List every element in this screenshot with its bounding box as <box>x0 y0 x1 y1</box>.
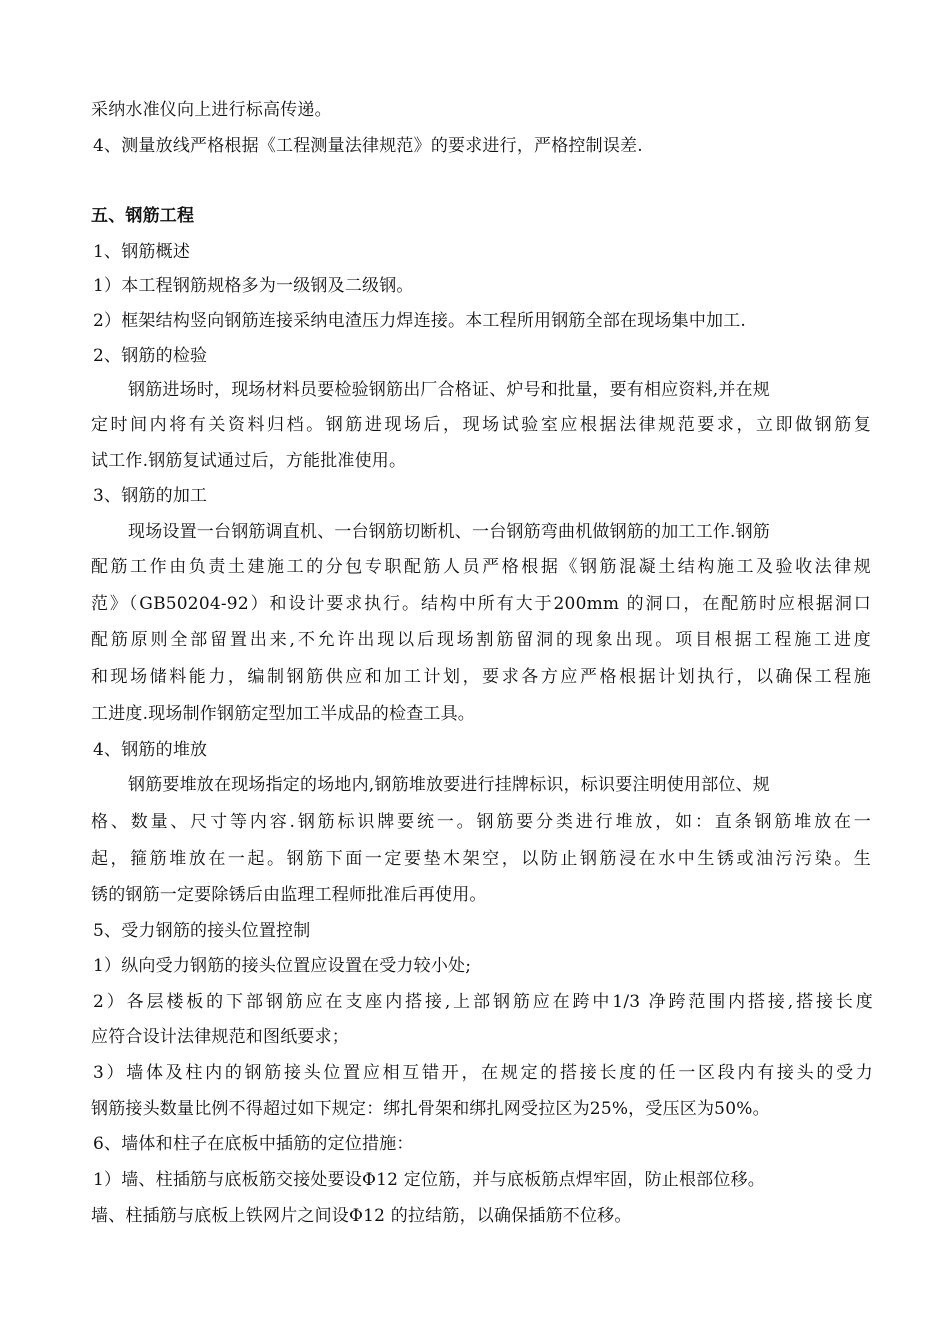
paragraph-line: 钢筋进场时，现场材料员要检验钢筋出厂合格证、炉号和批量，要有相应资料,并在规 <box>128 380 771 400</box>
subsection-heading: 6、墙体和柱子在底板中插筋的定位措施： <box>93 1134 414 1154</box>
paragraph-line: 和现场储料能力，编制钢筋供应和加工计划，要求各方应严格根据计划执行，以确保工程施 <box>91 667 871 687</box>
subsection-heading: 4、钢筋的堆放 <box>93 740 208 760</box>
paragraph-line: 钢筋要堆放在现场指定的场地内,钢筋堆放要进行挂牌标识，标识要注明使用部位、规 <box>128 775 771 795</box>
paragraph-line: 定时间内将有关资料归档。钢筋进现场后，现场试验室应根据法律规范要求，立即做钢筋复 <box>91 415 871 435</box>
paragraph-line: 锈的钢筋一定要除锈后由监理工程师批准后再使用。 <box>91 885 487 905</box>
subsection-heading: 2、钢筋的检验 <box>93 346 208 366</box>
subsection-heading: 5、受力钢筋的接头位置控制 <box>93 921 311 941</box>
text-line: 采纳水准仪向上进行标高传递。 <box>91 100 332 120</box>
paragraph-line: 钢筋接头数量比例不得超过如下规定：绑扎骨架和绑扎网受拉区为25%，受压区为50%。 <box>91 1099 770 1119</box>
paragraph-line: 墙、柱插筋与底板上铁网片之间设Φ12 的拉结筋，以确保插筋不位移。 <box>91 1206 632 1226</box>
list-item: 1）本工程钢筋规格多为一级钢及二级钢。 <box>93 276 414 296</box>
list-item: 2）框架结构竖向钢筋连接采纳电渣压力焊连接。本工程所用钢筋全部在现场集中加工. <box>93 311 747 331</box>
paragraph-line: 配筋原则全部留置出来,不允许出现以后现场割筋留洞的现象出现。项目根据工程施工进度 <box>91 630 871 650</box>
text-line: 4、测量放线严格根据《工程测量法律规范》的要求进行，严格控制误差. <box>93 136 643 156</box>
list-item: 1）墙、柱插筋与底板筋交接处要设Φ12 定位筋，并与底板筋点焊牢固，防止根部位移。 <box>93 1170 765 1190</box>
list-item: 3）墙体及柱内的钢筋接头位置应相互错开，在规定的搭接长度的任一区段内有接头的受力 <box>93 1063 873 1083</box>
paragraph-line: 范》（GB50204-92）和设计要求执行。结构中所有大于200mm 的洞口，在配筋时应根据洞口 <box>91 594 871 614</box>
paragraph-line: 试工作.钢筋复试通过后，方能批准使用。 <box>91 451 407 471</box>
section-heading: 五、钢筋工程 <box>91 206 195 226</box>
paragraph-line: 配筋工作由负责土建施工的分包专职配筋人员严格根据《钢筋混凝土结构施工及验收法律规 <box>91 557 871 577</box>
subsection-heading: 3、钢筋的加工 <box>93 486 208 506</box>
list-item: 2）各层楼板的下部钢筋应在支座内搭接,上部钢筋应在跨中1/3 净跨范围内搭接,搭接长度 <box>93 992 873 1012</box>
paragraph-line: 现场设置一台钢筋调直机、一台钢筋切断机、一台钢筋弯曲机做钢筋的加工工作.钢筋 <box>128 522 771 542</box>
list-item: 1）纵向受力钢筋的接头位置应设置在受力较小处; <box>93 956 472 976</box>
paragraph-line: 应符合设计法律规范和图纸要求； <box>91 1027 349 1047</box>
paragraph-line: 起，箍筋堆放在一起。钢筋下面一定要垫木架空，以防止钢筋浸在水中生锈或油污污染。生 <box>91 849 871 869</box>
paragraph-line: 工进度.现场制作钢筋定型加工半成品的检查工具。 <box>91 704 476 724</box>
paragraph-line: 格、数量、尺寸等内容.钢筋标识牌要统一。钢筋要分类进行堆放，如：直条钢筋堆放在一 <box>91 812 871 832</box>
subsection-heading: 1、钢筋概述 <box>93 242 191 262</box>
